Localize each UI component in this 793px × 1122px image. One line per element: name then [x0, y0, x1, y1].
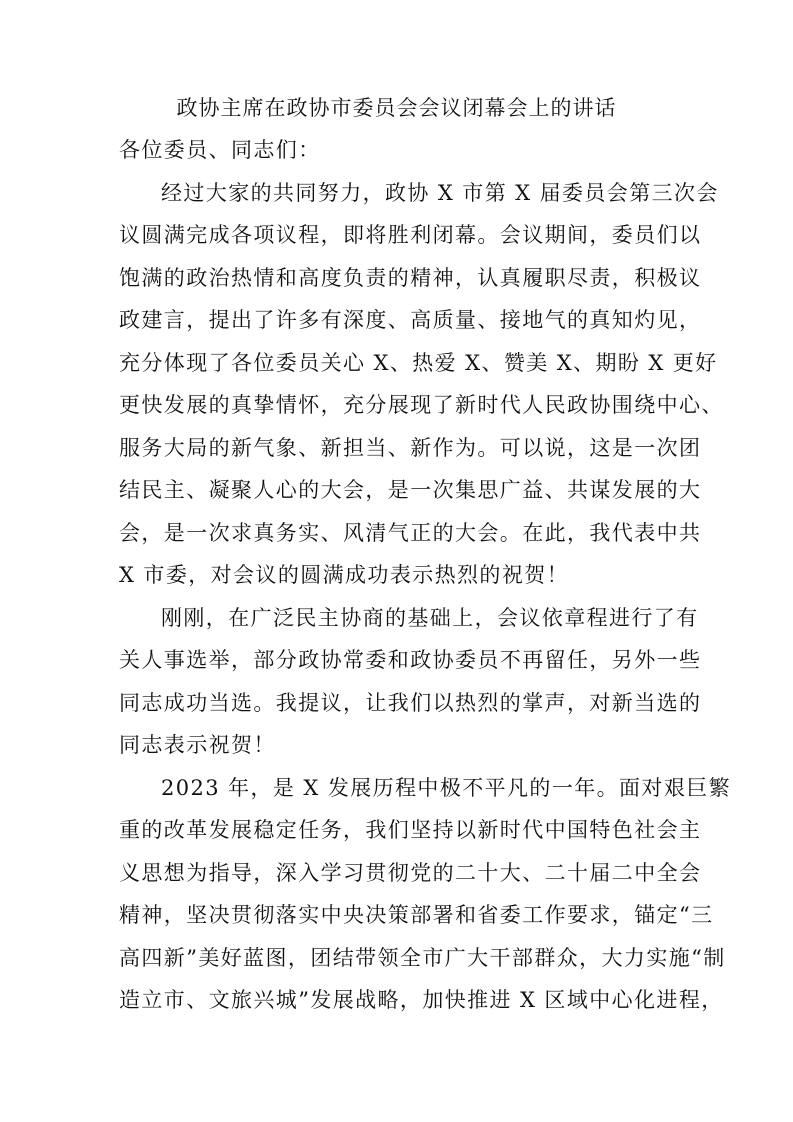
- paragraph-3-line-3: 义思想为指导，深入学习贯彻党的二十大、二十届二中全会: [119, 861, 702, 885]
- document-title: 政协主席在政协市委员会会议闭幕会上的讲话: [176, 96, 617, 120]
- paragraph-1-line-10: X 市委，对会议的圆满成功表示热烈的祝贺！: [119, 563, 570, 587]
- paragraph-3-line-5: 高四新”美好蓝图，团结带领全市广大干部群众，大力实施“制: [119, 946, 726, 970]
- salutation: 各位委员、同志们：: [119, 138, 321, 162]
- paragraph-1-line-5: 充分体现了各位委员关心 X、热爱 X、赞美 X、期盼 X 更好: [119, 351, 718, 375]
- paragraph-1-line-7: 服务大局的新气象、新担当、新作为。可以说，这是一次团: [119, 436, 702, 460]
- paragraph-2-line-4: 同志表示祝贺！: [119, 733, 276, 757]
- paragraph-3-line-2: 重的改革发展稳定任务，我们坚持以新时代中国特色社会主: [119, 818, 702, 842]
- paragraph-3-line-6: 造立市、文旅兴城”发展战略，加快推进 X 区域中心化进程，: [119, 988, 724, 1012]
- paragraph-1-line-3: 饱满的政治热情和高度负责的精神，认真履职尽责，积极议: [119, 266, 702, 290]
- paragraph-1-line-6: 更快发展的真挚情怀，充分展现了新时代人民政协围绕中心、: [119, 393, 724, 417]
- paragraph-1-line-1: 经过大家的共同努力，政协 X 市第 X 届委员会第三次会: [161, 181, 719, 205]
- paragraph-1-line-8: 结民主、凝聚人心的大会，是一次集思广益、共谋发展的大: [119, 478, 702, 502]
- paragraph-2-line-1: 刚刚，在广泛民主协商的基础上，会议依章程进行了有: [161, 606, 699, 630]
- paragraph-1-line-4: 政建言，提出了许多有深度、高质量、接地气的真知灼见，: [119, 308, 702, 332]
- paragraph-1-line-9: 会，是一次求真务实、风清气正的大会。在此，我代表中共: [119, 521, 702, 545]
- paragraph-2-line-3: 同志成功当选。我提议，让我们以热烈的掌声，对新当选的: [119, 691, 702, 715]
- paragraph-2-line-2: 关人事选举，部分政协常委和政协委员不再留任，另外一些: [119, 648, 702, 672]
- paragraph-1-line-2: 议圆满完成各项议程，即将胜利闭幕。会议期间，委员们以: [119, 223, 702, 247]
- paragraph-3-line-4: 精神，坚决贯彻落实中央决策部署和省委工作要求，锚定“三: [119, 903, 714, 927]
- paragraph-3-line-1: 2023 年，是 X 发展历程中极不平凡的一年。面对艰巨繁: [161, 776, 732, 800]
